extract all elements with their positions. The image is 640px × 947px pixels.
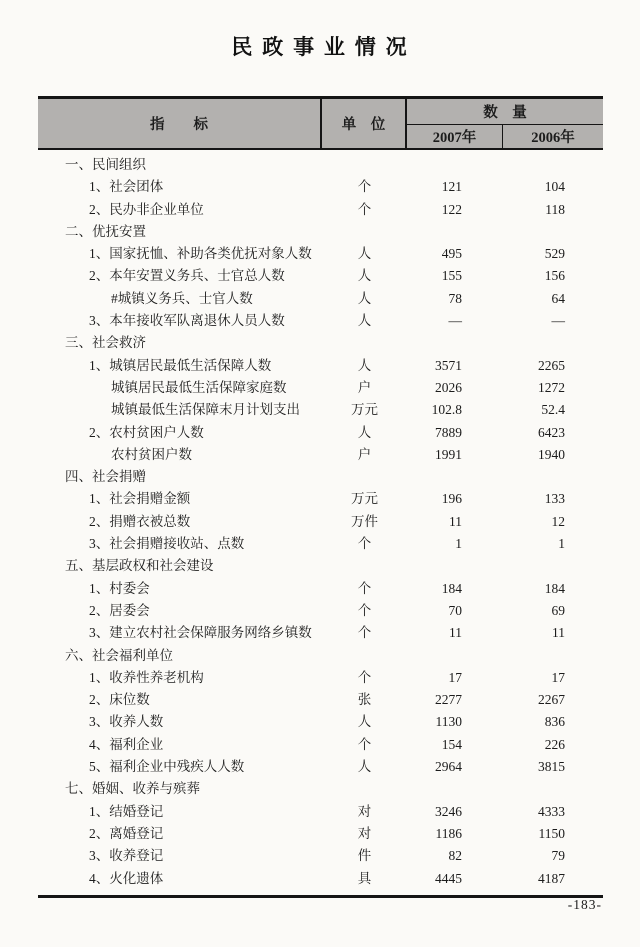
table-row bbox=[38, 399, 603, 421]
row-value-2007: 78 bbox=[448, 290, 462, 306]
row-value-2007: 2026 bbox=[435, 379, 462, 395]
row-value-2006: 1 bbox=[558, 536, 565, 552]
row-unit: 人 bbox=[357, 714, 372, 730]
row-value-2006: 11 bbox=[552, 625, 565, 641]
row-value-2006: 226 bbox=[544, 736, 565, 752]
row-value-2006: 2267 bbox=[538, 692, 565, 708]
row-unit: 个 bbox=[357, 179, 372, 195]
row-indicator-label: 3、收养人数 bbox=[89, 714, 164, 730]
row-unit: 对 bbox=[357, 803, 372, 819]
row-value-2006: 64 bbox=[551, 290, 565, 306]
table-row bbox=[38, 176, 603, 198]
table-row bbox=[38, 734, 603, 756]
table-row bbox=[38, 199, 603, 221]
row-indicator-label: 三、社会救济 bbox=[65, 335, 146, 351]
row-value-2006: 2265 bbox=[538, 357, 565, 373]
row-unit: 个 bbox=[357, 625, 372, 641]
row-indicator-label: 2、本年安置义务兵、士官总人数 bbox=[89, 268, 285, 284]
row-indicator-label: 五、基层政权和社会建设 bbox=[65, 558, 214, 574]
table-row bbox=[38, 778, 603, 800]
table-row bbox=[38, 355, 603, 377]
row-indicator-label: 1、村委会 bbox=[89, 580, 150, 596]
row-value-2007 bbox=[407, 645, 503, 667]
row-unit: 个 bbox=[357, 736, 372, 752]
row-indicator-label: 1、社会团体 bbox=[89, 179, 164, 195]
row-value-2007 bbox=[407, 555, 503, 577]
row-indicator-label: 2、居委会 bbox=[89, 602, 150, 618]
table-header bbox=[38, 96, 603, 150]
row-unit bbox=[322, 154, 407, 176]
row-unit: 户 bbox=[357, 446, 372, 462]
row-unit bbox=[322, 221, 407, 243]
table-row bbox=[38, 533, 603, 555]
row-unit: 对 bbox=[357, 825, 372, 841]
row-value-2007: 11 bbox=[449, 625, 462, 641]
row-value-2007: 4445 bbox=[435, 870, 462, 886]
table-row bbox=[38, 801, 603, 823]
row-unit: 件 bbox=[357, 848, 372, 864]
table-row bbox=[38, 466, 603, 488]
row-value-2007 bbox=[407, 221, 503, 243]
row-value-2007 bbox=[407, 154, 503, 176]
page-number: -183- bbox=[567, 897, 602, 912]
table-row bbox=[38, 154, 603, 176]
row-value-2006: 836 bbox=[544, 714, 565, 730]
row-value-2006 bbox=[503, 221, 603, 243]
row-indicator-label: #城镇义务兵、士官人数 bbox=[111, 290, 253, 306]
row-value-2007: 2964 bbox=[435, 759, 462, 775]
row-value-2007 bbox=[407, 332, 503, 354]
row-unit: 个 bbox=[357, 201, 372, 217]
row-unit: 个 bbox=[357, 580, 372, 596]
header-indicator: 指 标 bbox=[38, 99, 322, 148]
row-value-2006: 1272 bbox=[538, 379, 565, 395]
row-indicator-label: 2、离婚登记 bbox=[89, 825, 164, 841]
table-row bbox=[38, 845, 603, 867]
row-value-2007: 2277 bbox=[435, 692, 462, 708]
table-row bbox=[38, 221, 603, 243]
row-value-2006: 104 bbox=[544, 179, 565, 195]
row-unit: 万元 bbox=[351, 491, 378, 507]
table-row bbox=[38, 756, 603, 778]
row-unit bbox=[322, 778, 407, 800]
table-body bbox=[38, 150, 603, 898]
table-row bbox=[38, 310, 603, 332]
table-row bbox=[38, 711, 603, 733]
row-indicator-label: 1、社会捐赠金额 bbox=[89, 491, 191, 507]
row-value-2007: 196 bbox=[441, 491, 462, 507]
row-unit: 个 bbox=[357, 602, 372, 618]
row-value-2007: 17 bbox=[448, 669, 462, 685]
row-indicator-label: 3、建立农村社会保障服务网络乡镇数 bbox=[89, 625, 312, 641]
row-unit: 万元 bbox=[351, 402, 378, 418]
row-value-2006 bbox=[503, 466, 603, 488]
row-indicator-label: 1、国家抚恤、补助各类优抚对象人数 bbox=[89, 246, 312, 262]
row-value-2007 bbox=[407, 466, 503, 488]
row-value-2006: 1150 bbox=[538, 825, 565, 841]
row-value-2007 bbox=[407, 778, 503, 800]
row-value-2006 bbox=[503, 332, 603, 354]
table-row bbox=[38, 823, 603, 845]
row-indicator-label: 农村贫困户数 bbox=[111, 446, 192, 462]
row-unit: 个 bbox=[357, 669, 372, 685]
row-value-2006: 1940 bbox=[538, 446, 565, 462]
row-value-2006: 69 bbox=[551, 602, 565, 618]
row-unit bbox=[322, 466, 407, 488]
row-value-2006: 4333 bbox=[538, 803, 565, 819]
row-value-2007: 7889 bbox=[435, 424, 462, 440]
header-quantity-group bbox=[407, 99, 603, 148]
row-value-2007: 1130 bbox=[435, 714, 462, 730]
row-value-2006 bbox=[503, 555, 603, 577]
row-value-2006: 529 bbox=[544, 246, 565, 262]
table-row bbox=[38, 265, 603, 287]
row-unit: 张 bbox=[357, 692, 372, 708]
row-unit bbox=[322, 332, 407, 354]
table-row bbox=[38, 288, 603, 310]
row-value-2006: — bbox=[551, 313, 565, 329]
row-unit: 万件 bbox=[351, 513, 378, 529]
row-value-2007: 3246 bbox=[435, 803, 462, 819]
row-value-2006: 6423 bbox=[538, 424, 565, 440]
row-indicator-label: 六、社会福利单位 bbox=[65, 647, 173, 663]
row-unit: 人 bbox=[357, 313, 372, 329]
row-indicator-label: 七、婚姻、收养与殡葬 bbox=[65, 781, 200, 797]
table-row bbox=[38, 578, 603, 600]
header-quantity: 数 量 bbox=[407, 99, 603, 125]
row-value-2007: 1186 bbox=[435, 825, 462, 841]
row-value-2007: 82 bbox=[448, 848, 462, 864]
table-row bbox=[38, 377, 603, 399]
row-indicator-label: 3、社会捐赠接收站、点数 bbox=[89, 536, 245, 552]
row-indicator-label: 2、民办非企业单位 bbox=[89, 201, 204, 217]
table-row bbox=[38, 689, 603, 711]
table-row bbox=[38, 868, 603, 890]
row-indicator-label: 2、捐赠衣被总数 bbox=[89, 513, 191, 529]
row-value-2007: 154 bbox=[441, 736, 462, 752]
row-unit: 人 bbox=[357, 290, 372, 306]
row-value-2007: — bbox=[448, 313, 462, 329]
row-value-2006 bbox=[503, 645, 603, 667]
table-row bbox=[38, 555, 603, 577]
row-value-2007: 102.8 bbox=[431, 402, 462, 418]
row-value-2006: 184 bbox=[544, 580, 565, 596]
row-indicator-label: 1、结婚登记 bbox=[89, 803, 164, 819]
row-value-2006: 118 bbox=[545, 201, 565, 217]
row-indicator-label: 4、火化遗体 bbox=[89, 870, 164, 886]
row-unit bbox=[322, 555, 407, 577]
header-year-2007: 2007年 bbox=[407, 125, 503, 148]
row-value-2006: 4187 bbox=[538, 870, 565, 886]
row-value-2006 bbox=[503, 778, 603, 800]
row-value-2007: 1991 bbox=[435, 446, 462, 462]
row-value-2006: 12 bbox=[551, 513, 565, 529]
table-row bbox=[38, 645, 603, 667]
header-unit: 单 位 bbox=[322, 99, 407, 148]
row-indicator-label: 1、城镇居民最低生活保障人数 bbox=[89, 357, 272, 373]
row-indicator-label: 2、床位数 bbox=[89, 692, 150, 708]
table-row bbox=[38, 622, 603, 644]
row-unit: 户 bbox=[357, 379, 372, 395]
row-value-2006: 133 bbox=[544, 491, 565, 507]
row-value-2007: 3571 bbox=[435, 357, 462, 373]
row-value-2007: 155 bbox=[441, 268, 462, 284]
table-row bbox=[38, 444, 603, 466]
row-unit bbox=[322, 645, 407, 667]
row-indicator-label: 一、民间组织 bbox=[65, 157, 146, 172]
header-year-2006: 2006年 bbox=[531, 130, 575, 146]
row-unit: 人 bbox=[357, 424, 372, 440]
row-value-2006: 3815 bbox=[538, 759, 565, 775]
row-value-2007: 121 bbox=[441, 179, 462, 195]
row-indicator-label: 3、本年接收军队离退休人员人数 bbox=[89, 313, 285, 329]
row-unit: 具 bbox=[357, 870, 372, 886]
row-value-2006: 52.4 bbox=[541, 402, 565, 418]
row-indicator-label: 1、收养性养老机构 bbox=[89, 669, 204, 685]
row-value-2006: 17 bbox=[551, 669, 565, 685]
row-indicator-label: 城镇居民最低生活保障家庭数 bbox=[111, 379, 287, 395]
row-value-2006: 156 bbox=[544, 268, 565, 284]
row-indicator-label: 二、优抚安置 bbox=[65, 223, 146, 239]
row-value-2006 bbox=[503, 154, 603, 176]
row-value-2007: 70 bbox=[448, 602, 462, 618]
row-indicator-label: 城镇最低生活保障末月计划支出 bbox=[111, 402, 300, 418]
civil-affairs-table bbox=[38, 96, 603, 898]
row-unit: 人 bbox=[357, 759, 372, 775]
table-row bbox=[38, 488, 603, 510]
table-row bbox=[38, 332, 603, 354]
table-row bbox=[38, 511, 603, 533]
table-row bbox=[38, 243, 603, 265]
header-year-row bbox=[407, 125, 603, 148]
row-indicator-label: 3、收养登记 bbox=[89, 848, 164, 864]
row-value-2006: 79 bbox=[551, 848, 565, 864]
page-title: 民 政 事 业 情 况 bbox=[231, 36, 409, 59]
table-row bbox=[38, 667, 603, 689]
row-unit: 人 bbox=[357, 246, 372, 262]
row-value-2007: 184 bbox=[441, 580, 462, 596]
row-value-2007: 11 bbox=[449, 513, 462, 529]
row-indicator-label: 4、福利企业 bbox=[89, 736, 164, 752]
table-row bbox=[38, 422, 603, 444]
row-unit: 个 bbox=[357, 536, 372, 552]
row-unit: 人 bbox=[357, 357, 372, 373]
table-row bbox=[38, 600, 603, 622]
row-value-2007: 122 bbox=[441, 201, 462, 217]
row-indicator-label: 2、农村贫困户人数 bbox=[89, 424, 204, 440]
row-value-2007: 495 bbox=[441, 246, 462, 262]
row-indicator-label: 四、社会捐赠 bbox=[65, 469, 146, 485]
row-value-2007: 1 bbox=[455, 536, 462, 552]
row-indicator-label: 5、福利企业中残疾人人数 bbox=[89, 759, 245, 775]
row-unit: 人 bbox=[357, 268, 372, 284]
